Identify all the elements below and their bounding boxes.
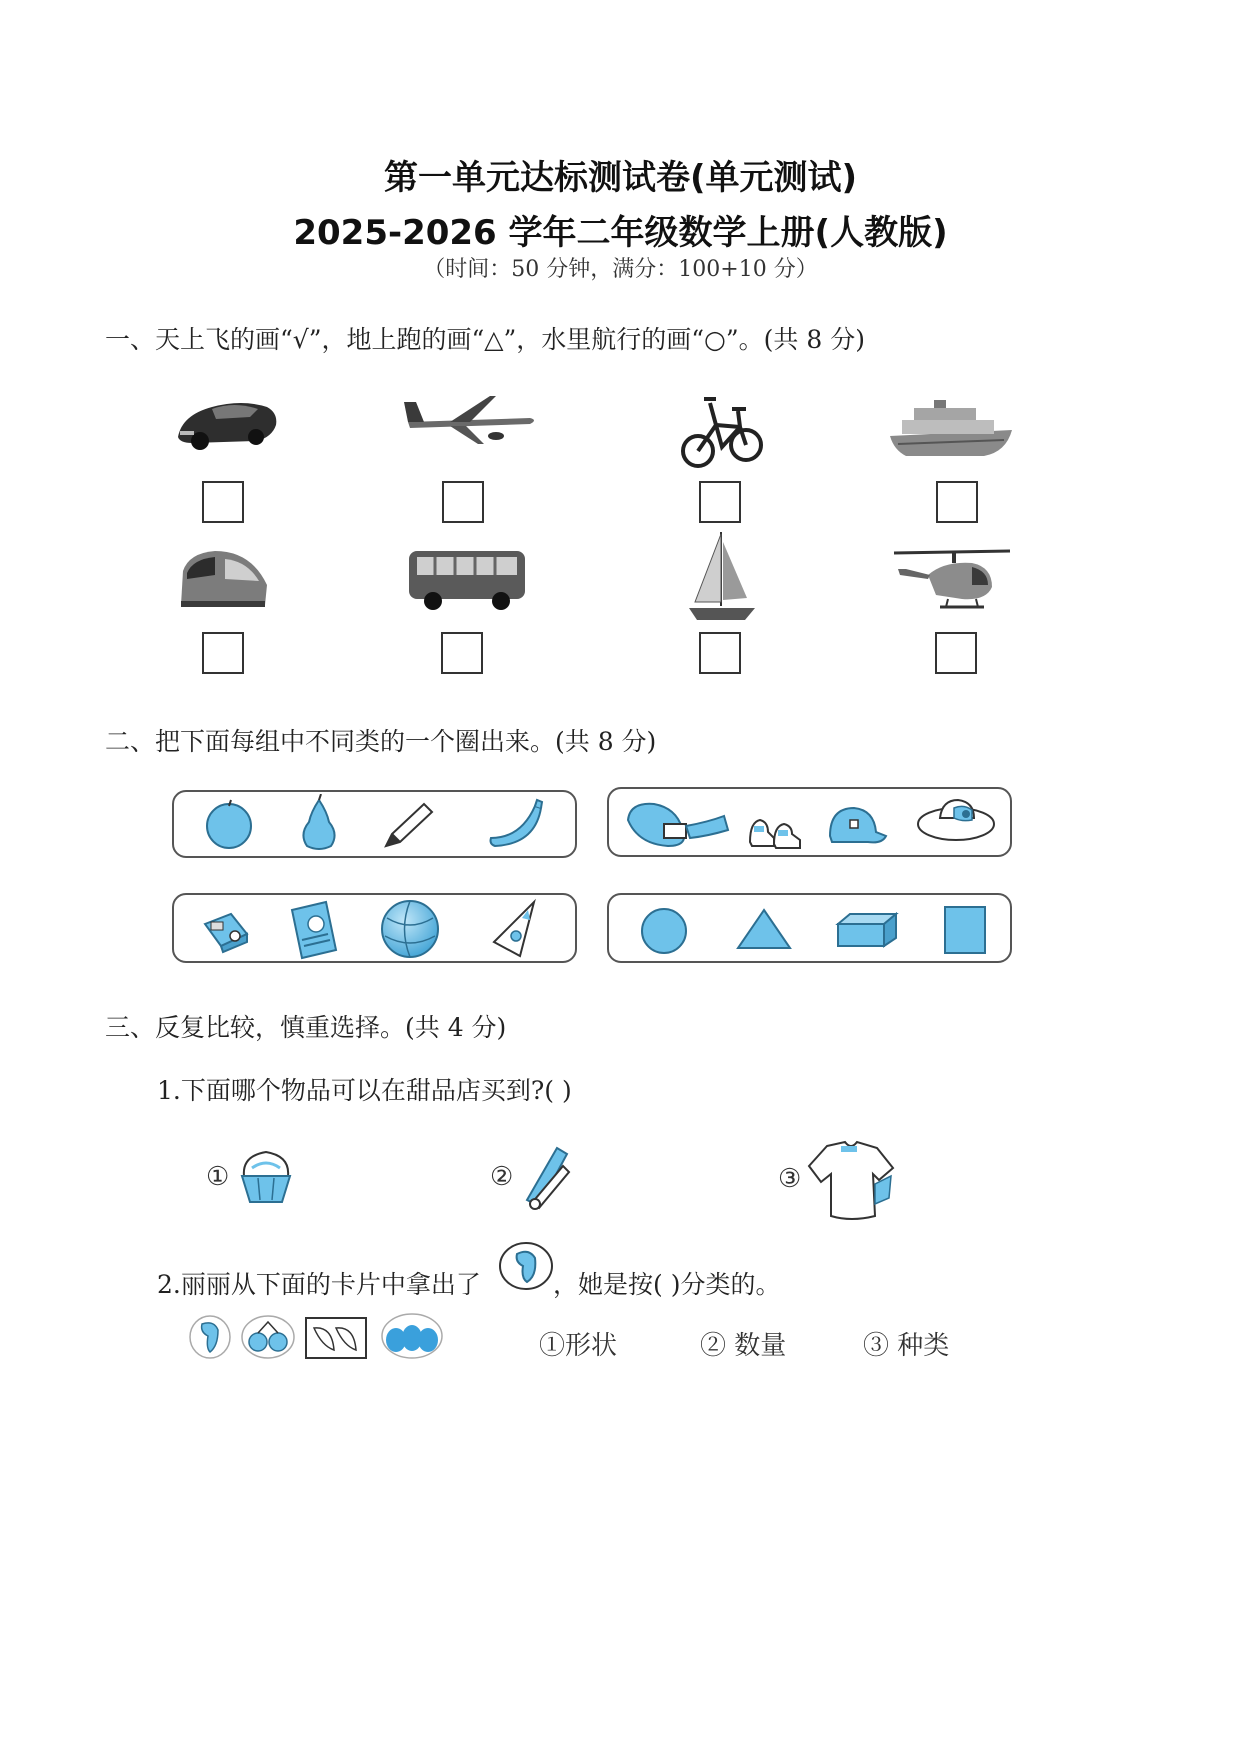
answer-box-sailboat[interactable] [699,632,741,674]
choice-shape[interactable]: ①形状 [539,1331,618,1361]
question-2-text-before: 2.丽丽从下面的卡片中拿出了 [157,1270,481,1299]
q1-option-1-label[interactable]: ① [206,1162,230,1192]
two-cherries-card-icon[interactable] [240,1314,296,1360]
sailboat-icon [685,528,761,624]
tshirt-icon[interactable] [805,1138,897,1224]
helicopter-icon [888,545,1014,615]
question-2-text-after: ，她是按( )分类的。 [553,1270,781,1299]
answer-box-car[interactable] [202,481,244,523]
q1-option-3-label[interactable]: ③ [778,1164,802,1194]
cupcake-icon[interactable] [238,1146,294,1206]
car-icon [172,385,282,455]
answer-box-train[interactable] [202,632,244,674]
circle-icon[interactable] [639,906,689,956]
triangle-ruler-icon[interactable] [490,898,538,960]
cap-icon[interactable] [824,802,890,848]
answer-box-bus[interactable] [441,632,483,674]
three-eggplants-card-icon[interactable] [380,1312,444,1360]
cruise-ship-icon [888,398,1014,460]
banana-icon[interactable] [487,798,547,850]
rectangle-icon[interactable] [942,904,988,956]
page-title: 第一单元达标测试卷(单元测试) [383,158,858,198]
sun-hat-icon[interactable] [914,794,998,844]
one-eggplant-card-icon[interactable] [188,1314,232,1360]
pencil-icon[interactable] [380,798,436,852]
ball-icon[interactable] [379,898,441,960]
answer-box-helicopter[interactable] [935,632,977,674]
section1-heading: 一、天上飞的画“√”，地上跑的画“△”，水里航行的画“○”。(共 8 分) [105,325,865,354]
book-icon[interactable] [288,900,340,962]
answer-box-cruise-ship[interactable] [936,481,978,523]
pear-icon[interactable] [297,794,341,852]
exam-info: （时间：50 分钟，满分：100+10 分） [423,257,818,282]
question-1-text: 1.下面哪个物品可以在甜品店买到?( ) [157,1076,572,1105]
nail-clipper-icon[interactable] [521,1144,579,1214]
page-title-line2: 2025-2026 学年二年级数学上册(人教版) [293,213,948,253]
hat-icon[interactable] [624,796,730,852]
apple-icon[interactable] [204,798,254,850]
section2-heading: 二、把下面每组中不同类的一个圈出来。(共 8 分) [105,727,657,756]
train-icon [175,545,271,613]
one-eggplant-card-icon [497,1240,555,1292]
answer-box-bicycle[interactable] [699,481,741,523]
two-peppers-card-icon[interactable] [304,1316,368,1360]
choice-kind[interactable]: ③ 种类 [863,1331,950,1361]
section3-heading: 三、反复比较，慎重选择。(共 4 分) [105,1013,507,1042]
shoes-icon[interactable] [746,812,804,850]
airplane-icon [400,388,540,448]
triangle-icon[interactable] [734,906,794,952]
cuboid-icon[interactable] [834,910,900,950]
q1-option-2-label[interactable]: ② [490,1162,514,1192]
choice-quantity[interactable]: ② 数量 [700,1331,787,1361]
bicycle-icon [680,385,764,471]
answer-box-airplane[interactable] [442,481,484,523]
sharpener-icon[interactable] [201,910,251,954]
bus-icon [405,545,529,613]
